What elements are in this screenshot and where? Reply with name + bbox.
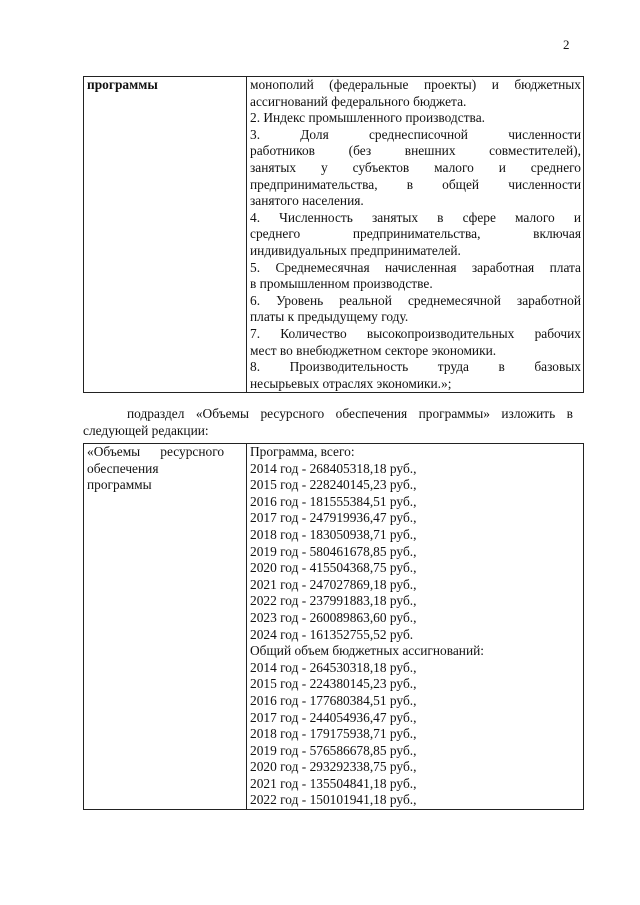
amendment-paragraph bbox=[83, 405, 573, 439]
indicator-line: индивидуальных предпринимателей. bbox=[250, 242, 461, 258]
indicator-line: в промышленном производстве. bbox=[250, 276, 433, 292]
program-total-year-line: 2017 год - 247919936,47 руб., bbox=[250, 510, 417, 526]
indicator-item bbox=[250, 210, 581, 260]
paragraph-line-2: следующей редакции: bbox=[83, 423, 209, 438]
indicator-line: платы к предыдущему году. bbox=[250, 309, 409, 325]
indicator-line: 2. Индекс промышленного производства. bbox=[250, 110, 485, 126]
indicator-line: 4. Численность занятых в сфере малого и bbox=[250, 209, 581, 225]
indicator-line: 8. Производительность труда в базовых bbox=[250, 359, 581, 375]
budget-year-line: 2015 год - 224380145,23 руб., bbox=[250, 676, 417, 692]
budget-heading: Общий объем бюджетных ассигнований: bbox=[250, 643, 485, 659]
indicators-list-cell bbox=[247, 77, 584, 393]
resources-table bbox=[83, 443, 584, 810]
resources-label-line-3: программы bbox=[87, 477, 152, 493]
indicator-line: занятых у субъектов малого и среднего bbox=[250, 159, 581, 175]
indicator-item bbox=[250, 77, 581, 110]
resources-label-line-1: «Объемы ресурсного bbox=[87, 444, 225, 459]
budget-year-line: 2021 год - 135504841,18 руб., bbox=[250, 775, 417, 791]
program-total-heading: Программа, всего: bbox=[250, 444, 355, 459]
budget-list bbox=[250, 660, 581, 809]
indicator-line: монополий (федеральные проекты) и бюджетных bbox=[250, 77, 581, 92]
program-total-year-line: 2018 год - 183050938,71 руб., bbox=[250, 526, 417, 542]
indicator-line: 3. Доля среднесписочной численности bbox=[250, 126, 581, 142]
indicators-label-cell bbox=[84, 77, 247, 393]
indicator-item bbox=[250, 359, 581, 392]
indicator-line: предпринимательства, в общей численности bbox=[250, 176, 581, 192]
indicator-line: 5. Среднемесячная начисленная заработная плата bbox=[250, 259, 581, 275]
indicator-line: мест во внебюджетном секторе экономики. bbox=[250, 342, 497, 358]
indicator-item bbox=[250, 110, 581, 127]
budget-year-line: 2019 год - 576586678,85 руб., bbox=[250, 742, 417, 758]
program-total-year-line: 2015 год - 228240145,23 руб., bbox=[250, 477, 417, 493]
indicator-line: занятого населения. bbox=[250, 193, 364, 209]
program-total-year-line: 2016 год - 181555384,51 руб., bbox=[250, 493, 417, 509]
paragraph-line-1: подраздел «Объемы ресурсного обеспечения программы» изложить в bbox=[127, 406, 573, 421]
indicator-item bbox=[250, 293, 581, 326]
program-total-year-line: 2021 год - 247027869,18 руб., bbox=[250, 576, 417, 592]
program-total-year-line: 2019 год - 580461678,85 руб., bbox=[250, 543, 417, 559]
resources-values-cell bbox=[247, 444, 584, 810]
indicator-item bbox=[250, 326, 581, 359]
resources-label-cell bbox=[84, 444, 247, 810]
budget-year-line: 2014 год - 264530318,18 руб., bbox=[250, 659, 417, 675]
program-total-year-line: 2022 год - 237991883,18 руб., bbox=[250, 593, 417, 609]
budget-year-line: 2020 год - 293292338,75 руб., bbox=[250, 759, 417, 775]
budget-year-line: 2017 год - 244054936,47 руб., bbox=[250, 709, 417, 725]
indicator-line: работников (без внешних совместителей), bbox=[250, 143, 581, 159]
indicator-line: среднего предпринимательства, включая bbox=[250, 226, 581, 242]
budget-year-line: 2022 год - 150101941,18 руб., bbox=[250, 792, 417, 808]
program-total-year-line: 2014 год - 268405318,18 руб., bbox=[250, 460, 417, 476]
indicator-item bbox=[250, 127, 581, 210]
indicator-item bbox=[250, 260, 581, 293]
resources-label-line-2: обеспечения bbox=[87, 460, 159, 476]
program-total-year-line: 2023 год - 260089863,60 руб., bbox=[250, 609, 417, 625]
indicator-line: несырьевых отраслях экономики.»; bbox=[250, 375, 452, 391]
indicator-line: 6. Уровень реальной среднемесячной заработной bbox=[250, 292, 581, 308]
program-total-year-line: 2020 год - 415504368,75 руб., bbox=[250, 560, 417, 576]
page-number: 2 bbox=[563, 37, 570, 52]
indicators-label: программы bbox=[87, 77, 158, 92]
budget-year-line: 2018 год - 179175938,71 руб., bbox=[250, 726, 417, 742]
indicator-line: 7. Количество высокопроизводительных рабочих bbox=[250, 325, 581, 341]
budget-year-line: 2016 год - 177680384,51 руб., bbox=[250, 692, 417, 708]
program-total-year-line: 2024 год - 161352755,52 руб. bbox=[250, 626, 414, 642]
indicator-line: ассигнований федерального бюджета. bbox=[250, 93, 467, 109]
program-total-list bbox=[250, 461, 581, 644]
indicators-table bbox=[83, 76, 584, 393]
